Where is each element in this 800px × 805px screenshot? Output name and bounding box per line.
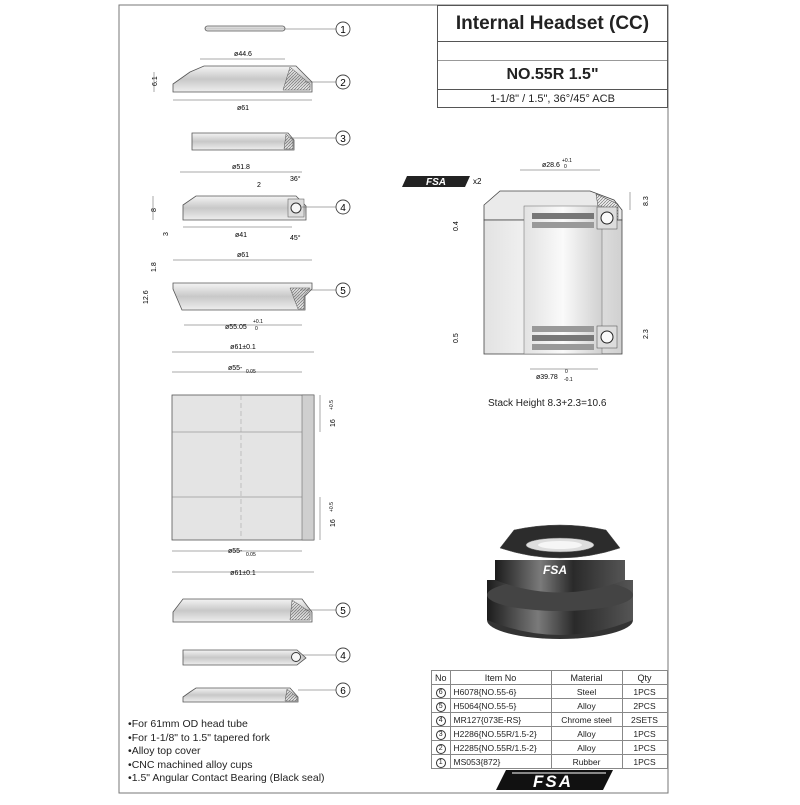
dim-h16-top: 16 xyxy=(330,419,337,427)
feature-item: • 1.5" Angular Contact Bearing (Black seal) xyxy=(128,772,325,786)
dim-tol05-top: +0.5 xyxy=(329,400,335,410)
row-qty: 1PCS xyxy=(622,685,667,699)
parts-table xyxy=(431,670,668,769)
dim-h05: 0.5 xyxy=(453,333,460,343)
part-6-crown-race xyxy=(183,683,350,702)
dim-h18: 1.8 xyxy=(151,262,158,272)
callout-3: 3 xyxy=(340,134,346,145)
part-4-lower-bearing xyxy=(183,648,350,665)
feature-item: • For 61mm OD head tube xyxy=(128,718,325,732)
callout-5-bottom: 5 xyxy=(340,606,346,617)
dim-d61a: ø61 xyxy=(236,105,250,112)
callout-4-bottom: 4 xyxy=(340,651,346,662)
row-material: Chrome steel xyxy=(551,713,622,727)
model-block xyxy=(437,42,668,90)
header-qty: Qty xyxy=(622,671,667,685)
feature-item: • CNC machined alloy cups xyxy=(128,759,325,773)
product-photo xyxy=(487,525,633,639)
part-2-top-cover xyxy=(152,51,350,112)
row-item: H6078{NO.55-6} xyxy=(450,685,551,699)
row-material: Alloy xyxy=(551,741,622,755)
row-number: 3 xyxy=(436,730,446,740)
table-row xyxy=(432,713,668,727)
row-material: Alloy xyxy=(551,699,622,713)
dim-h3: 3 xyxy=(163,232,170,236)
row-item: H5064{NO.55-5} xyxy=(450,699,551,713)
dim-d61tol-bottom: ø61±0.1 xyxy=(230,570,256,577)
stack-height: Stack Height 8.3+2.3=10.6 xyxy=(488,398,607,409)
dim-d55-top: ø55- xyxy=(228,365,243,372)
table-row xyxy=(432,741,668,755)
fsa-logo-small-text: FSA xyxy=(426,177,446,188)
row-qty: 2SETS xyxy=(622,713,667,727)
row-qty: 1PCS xyxy=(622,741,667,755)
fsa-logo-large xyxy=(496,770,613,791)
dim-tol-a: +0.1 xyxy=(253,319,263,325)
table-row xyxy=(432,755,668,769)
dim-tol-d1: 0 xyxy=(565,369,568,375)
callout-2: 2 xyxy=(340,78,346,89)
header-no: No xyxy=(432,671,451,685)
dim-d518: ø51.8 xyxy=(232,164,250,171)
dim-h8: 8 xyxy=(151,208,158,212)
dim-d61b: ø61 xyxy=(236,252,250,259)
row-material: Rubber xyxy=(551,755,622,769)
feature-list xyxy=(128,718,325,786)
spec-line: 1-1/8" / 1.5", 36°/45° ACB xyxy=(437,89,668,108)
row-number: 6 xyxy=(436,688,446,698)
assembly-section xyxy=(402,158,650,383)
dim-h04: 0.4 xyxy=(453,221,460,231)
row-qty: 1PCS xyxy=(622,755,667,769)
row-qty: 2PCS xyxy=(622,699,667,713)
dim-tol005-bottom: 0.05 xyxy=(246,552,256,558)
dim-h23: 2.3 xyxy=(643,329,650,339)
part-4-upper-bearing xyxy=(151,164,350,242)
title: Internal Headset (CC) xyxy=(437,5,668,42)
row-material: Steel xyxy=(551,685,622,699)
head-tube xyxy=(172,344,337,577)
dim-tol-d2: -0.1 xyxy=(564,377,573,383)
dim-a45: 45° xyxy=(290,235,301,242)
table-row xyxy=(432,699,668,713)
header-material: Material xyxy=(551,671,622,685)
row-number: 2 xyxy=(436,744,446,754)
dim-tol05-bottom: +0.5 xyxy=(329,502,335,512)
fsa-logo-small xyxy=(402,176,482,188)
row-material: Alloy xyxy=(551,727,622,741)
dim-h83: 8.3 xyxy=(643,196,650,206)
dim-d286: ø28.6 xyxy=(542,162,560,169)
part-5-lower-cup xyxy=(173,599,350,622)
row-item: MS053{872} xyxy=(450,755,551,769)
callout-5-top: 5 xyxy=(340,286,346,297)
dim-h61: 6.1 xyxy=(152,76,159,86)
row-item: H2286{NO.55R/1.5-2} xyxy=(450,727,551,741)
dim-tol-c1: +0.1 xyxy=(562,158,572,164)
row-number: 5 xyxy=(436,702,446,712)
table-row xyxy=(432,685,668,699)
part-1-seal xyxy=(205,22,350,36)
logo-count: x2 xyxy=(473,177,482,186)
row-number: 1 xyxy=(436,758,446,768)
callout-1: 1 xyxy=(340,25,346,36)
row-qty: 1PCS xyxy=(622,727,667,741)
dim-h16-bottom: 16 xyxy=(330,519,337,527)
callout-4-top: 4 xyxy=(340,203,346,214)
dim-tol-c2: 0 xyxy=(564,164,567,170)
dim-d41: ø41 xyxy=(234,232,248,239)
dim-d446: ø44.6 xyxy=(234,51,252,58)
feature-item: • Alloy top cover xyxy=(128,745,325,759)
dim-d61tol-top: ø61±0.1 xyxy=(230,344,256,351)
parts-table-header xyxy=(432,671,668,685)
part-3-compression-ring xyxy=(192,131,350,150)
dim-tol005-top: 0.05 xyxy=(246,369,256,375)
dim-h126: 12.6 xyxy=(143,290,150,304)
dim-d3978: ø39.78 xyxy=(536,374,558,381)
feature-item: • For 1-1/8" to 1.5" tapered fork xyxy=(128,732,325,746)
dim-d55-bottom: ø55- xyxy=(228,548,243,555)
dim-a36: 36° xyxy=(290,176,301,183)
row-item: MR127{073E-RS} xyxy=(450,713,551,727)
model-number: NO.55R 1.5" xyxy=(506,66,599,83)
header-item: Item No xyxy=(450,671,551,685)
row-item: H2285{NO.55R/1.5-2} xyxy=(450,741,551,755)
photo-logo-text: FSA xyxy=(543,563,567,577)
dim-n2: 2 xyxy=(257,182,261,189)
dim-tol-b: 0 xyxy=(255,326,258,332)
table-row xyxy=(432,727,668,741)
fsa-logo-large-text: FSA xyxy=(533,772,573,791)
dim-d5505: ø55.05 xyxy=(225,324,247,331)
row-number: 4 xyxy=(436,716,446,726)
part-5-upper-cup xyxy=(143,252,350,332)
callout-6: 6 xyxy=(340,686,346,697)
